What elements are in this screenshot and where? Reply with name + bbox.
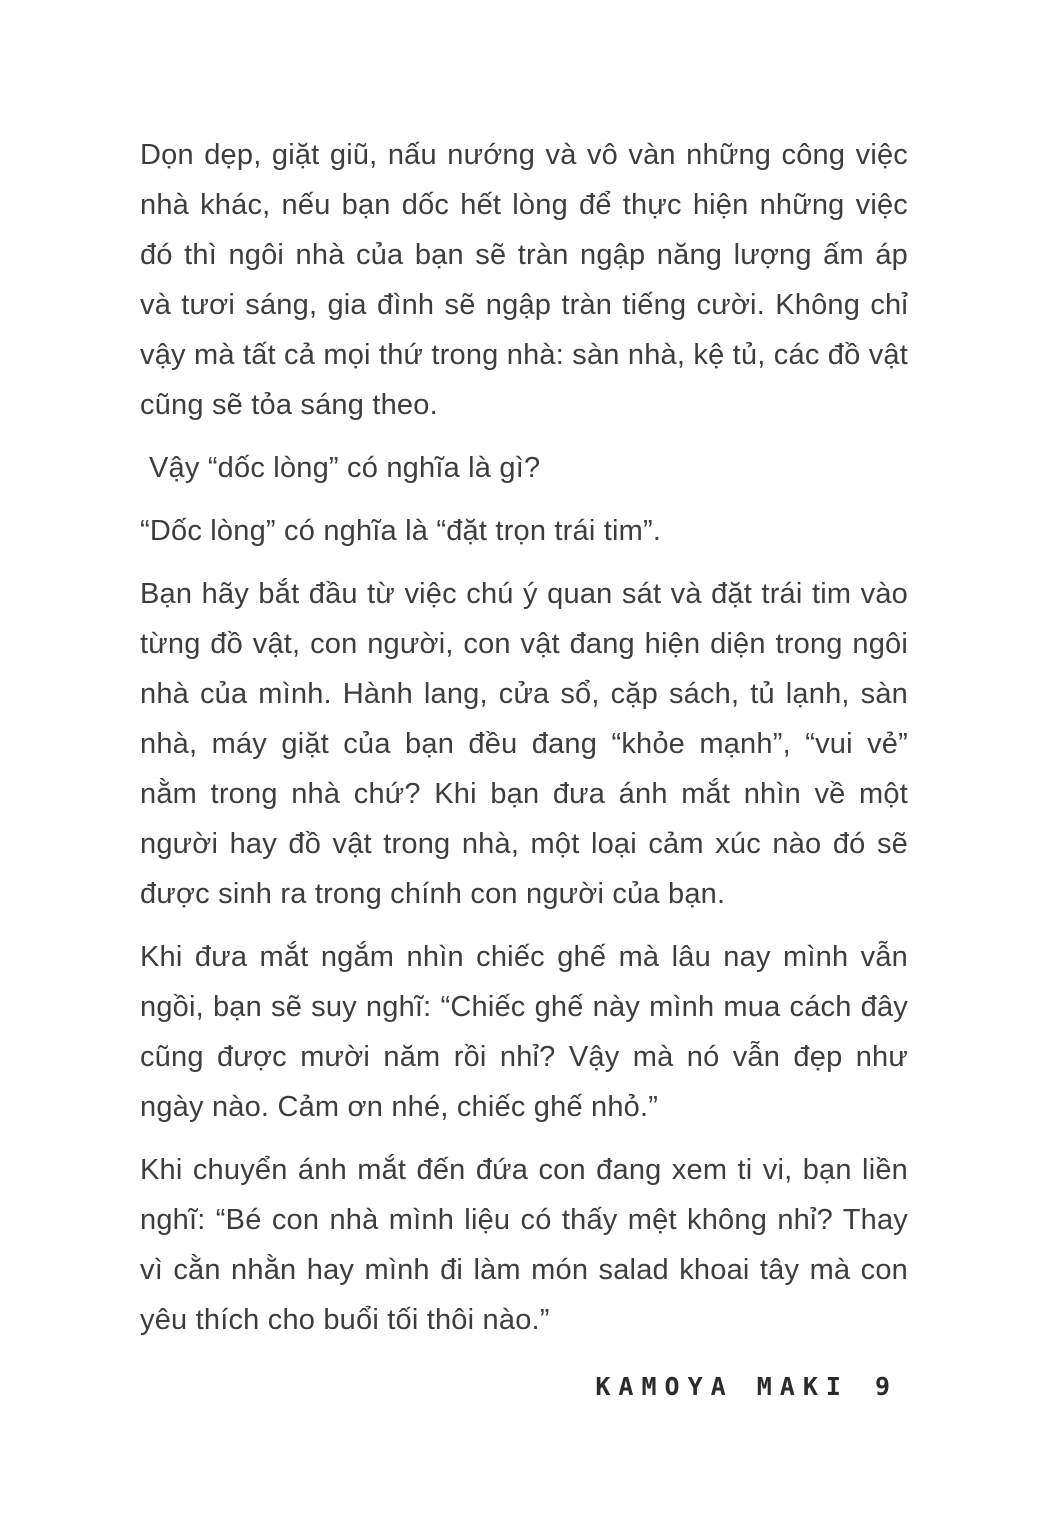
paragraph: Khi chuyển ánh mắt đến đứa con đang xem ti vi, bạn liền nghĩ: “Bé con nhà mình liệu có thấy mệt không nhỉ? Thay vì cằn nhằn hay mình đi làm món salad khoai tây mà con yêu thích cho buổi tối thôi nào.” bbox=[140, 1154, 908, 1336]
footer-author: KAMOYA MAKI bbox=[595, 1372, 849, 1401]
book-page-text bbox=[140, 130, 908, 1358]
paragraph: “Dốc lòng” có nghĩa là “đặt trọn trái tim”. bbox=[140, 515, 662, 547]
paragraph: Vậy “dốc lòng” có nghĩa là gì? bbox=[149, 452, 541, 484]
paragraph: Dọn dẹp, giặt giũ, nấu nướng và vô vàn những công việc nhà khác, nếu bạn dốc hết lòng để thực hiện những việc đó thì ngôi nhà của bạn sẽ tràn ngập năng lượng ấm áp và tươi sáng, gia đình sẽ ngập tràn tiếng cười. Không chỉ vậy mà tất cả mọi thứ trong nhà: sàn nhà, kệ tủ, các đồ vật cũng sẽ tỏa sáng theo. bbox=[140, 139, 908, 421]
page-footer bbox=[595, 1372, 890, 1401]
page-number: 9 bbox=[874, 1372, 890, 1401]
paragraph: Khi đưa mắt ngắm nhìn chiếc ghế mà lâu nay mình vẫn ngồi, bạn sẽ suy nghĩ: “Chiếc ghế này mình mua cách đây cũng được mười năm rồi nhỉ? Vậy mà nó vẫn đẹp như ngày nào. Cảm ơn nhé, chiếc ghế nhỏ.” bbox=[140, 941, 908, 1123]
paragraph: Bạn hãy bắt đầu từ việc chú ý quan sát và đặt trái tim vào từng đồ vật, con người, con vật đang hiện diện trong ngôi nhà của mình. Hành lang, cửa sổ, cặp sách, tủ lạnh, sàn nhà, máy giặt của bạn đều đang “khỏe mạnh”, “vui vẻ” nằm trong nhà chứ? Khi bạn đưa ánh mắt nhìn về một người hay đồ vật trong nhà, một loại cảm xúc nào đó sẽ được sinh ra trong chính con người của bạn. bbox=[140, 578, 908, 910]
